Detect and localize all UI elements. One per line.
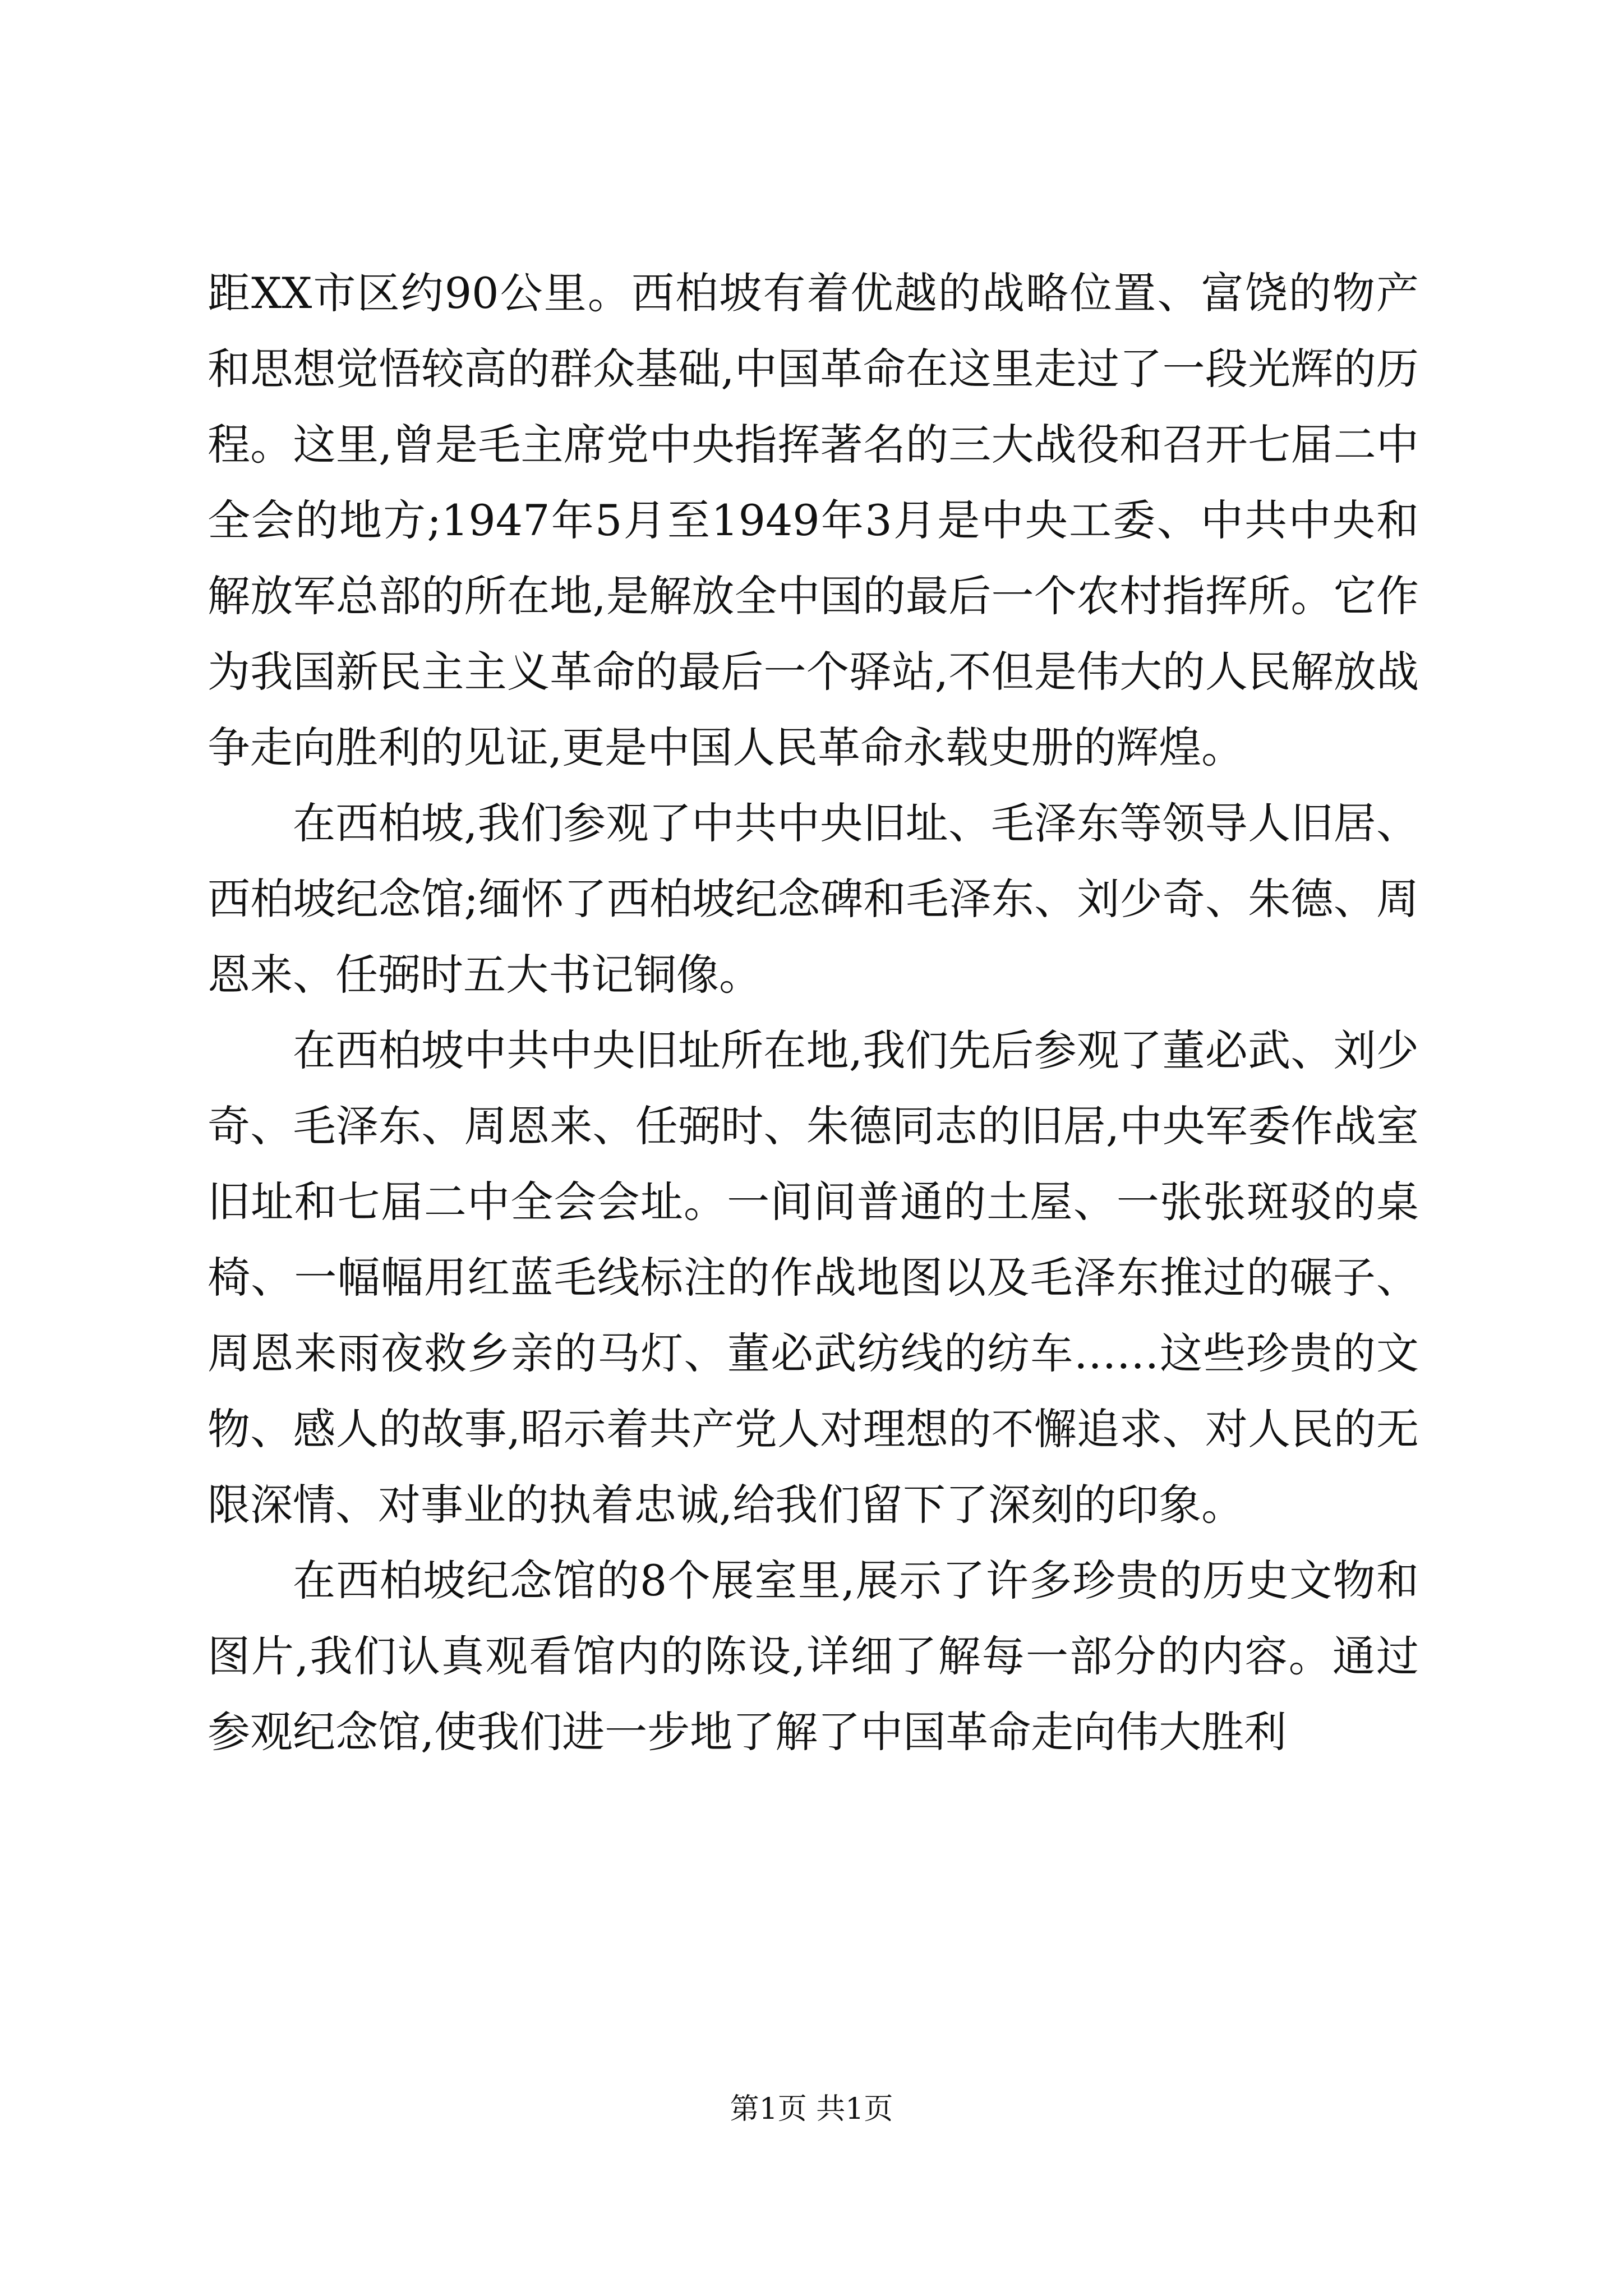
- paragraph-3: 在西柏坡中共中央旧址所在地,我们先后参观了董必武、刘少奇、毛泽东、周恩来、任弼时、朱德同志的旧居,中央军委作战室旧址和七届二中全会会址。一间间普通的土屋、一张张斑驳的桌椅、一幅幅用红蓝毛线标注的作战地图以及毛泽东推过的碾子、周恩来雨夜救乡亲的马灯、董必武纺线的纺车……这些珍贵的文物、感人的故事,昭示着共产党人对理想的不懈追求、对人民的无限深情、对事业的执着忠诚,给我们留下了深刻的印象。: [208, 1025, 1419, 1530]
- paragraph-1: 距XX市区约90公里。西柏坡有着优越的战略位置、富饶的物产和思想觉悟较高的群众基础,中国革命在这里走过了一段光辉的历程。这里,曾是毛主席党中央指挥著名的三大战役和召开七届二中全会的地方;1947年5月至1949年3月是中央工委、中共中央和解放军总部的所在地,是解放全中国的最后一个农村指挥所。它作为我国新民主主义革命的最后一个驿站,不但是伟大的人民解放战争走向胜利的见证,更是中国人民革命永载史册的辉煌。: [208, 268, 1419, 772]
- paragraph-2: 在西柏坡,我们参观了中共中央旧址、毛泽东等领导人旧居、西柏坡纪念馆;缅怀了西柏坡纪念碑和毛泽东、刘少奇、朱德、周恩来、任弼时五大书记铜像。: [208, 798, 1419, 1000]
- document-body: [208, 255, 1419, 1770]
- page-footer: 第1页 共1页: [730, 2092, 893, 2126]
- paragraph-4: 在西柏坡纪念馆的8个展室里,展示了许多珍贵的历史文物和图片,我们认真观看馆内的陈设,详细了解每一部分的内容。通过参观纪念馆,使我们进一步地了解了中国革命走向伟大胜利: [208, 1556, 1419, 1757]
